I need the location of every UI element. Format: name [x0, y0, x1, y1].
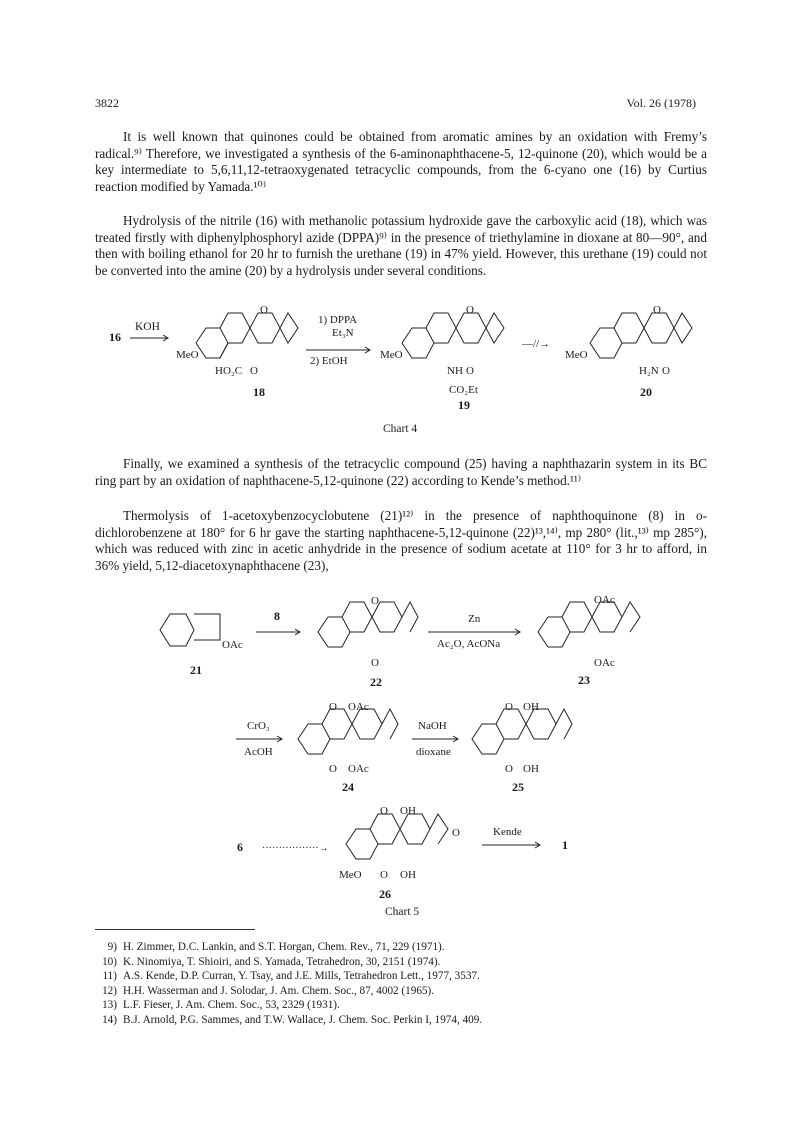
c18-meo: MeO	[176, 349, 199, 361]
footnote-rule	[95, 929, 255, 930]
c18-o-bottom: O	[250, 365, 258, 377]
naoh-label: NaOH	[418, 720, 447, 732]
compound-16-label: 16	[109, 330, 121, 344]
compound-23-label: 23	[578, 673, 590, 687]
compound-6-label: 6	[237, 840, 243, 854]
references	[95, 940, 735, 1027]
c22-o-bottom: O	[371, 657, 379, 669]
compound-18-label: 18	[253, 385, 265, 399]
reference-item: 10) K. Ninomiya, T. Shioiri, and S. Yamada, Tetrahedron, 30, 2151 (1974).	[102, 955, 441, 968]
c18-ho2c: HO₂C	[215, 365, 243, 377]
c24-o-bottom: O	[329, 763, 337, 775]
cro3-label: CrO₃	[247, 720, 270, 732]
compound-22-structure	[318, 602, 418, 647]
compound-23-structure	[538, 602, 640, 647]
blocked-arrow: —//→	[522, 338, 551, 350]
dotted-arrow: ·················→	[262, 843, 329, 854]
paragraph-2: Hydrolysis of the nitrile (16) with methanolic potassium hydroxide gave the carboxylic acid (18), which was treated firstly with diphenylphosphoryl azide (DPPA)⁹⁾ in the presence of triethylamine in dioxane at 80—90°, and then with boiling ethanol for 20 hr to furnish the urethane (19) in 47% yield. However, this urethane (19) could not be converted into the amine (20) by a hydrolysis under several conditions.	[95, 213, 707, 278]
c24-o-top: O	[329, 701, 337, 713]
c19-o-bottom: O	[466, 365, 474, 377]
dioxane-label: dioxane	[416, 746, 451, 758]
c24-oac-top: OAc	[348, 701, 369, 713]
c25-oh-top: OH	[523, 701, 539, 713]
c26-oh-top: OH	[400, 805, 416, 817]
c19-meo: MeO	[380, 349, 403, 361]
reference-item: 11) A.S. Kende, D.P. Curran, Y. Tsay, and J.E. Mills, Tetrahedron Lett., 1977, 3537.	[102, 970, 480, 982]
chart-5-caption: Chart 5	[385, 906, 420, 918]
zn-label: Zn	[468, 613, 481, 625]
c19-nh: NH	[447, 365, 463, 377]
reference-item: 13) L.F. Fieser, J. Am. Chem. Soc., 53, 2329 (1931).	[102, 999, 340, 1011]
c20-o-top: O	[653, 304, 661, 316]
c23-oac-bottom: OAc	[594, 657, 615, 669]
c18-o-top: O	[260, 304, 268, 316]
c22-o-top: O	[371, 595, 379, 607]
c20-o-bottom: O	[662, 365, 670, 377]
compound-20-label: 20	[640, 385, 652, 399]
c19-co2et: CO₂Et	[449, 384, 478, 396]
compound-21-label: 21	[190, 663, 202, 677]
c19-o-top: O	[466, 304, 474, 316]
c25-o-top: O	[505, 701, 513, 713]
c26-oh-bottom: OH	[400, 869, 416, 881]
c26-o-bottom: O	[380, 869, 388, 881]
paragraph-3: Finally, we examined a synthesis of the tetracyclic compound (25) having a naphthazarin system in its BC ring part by an oxidation of naphthacene-5,12-quinone (22) according to Kende’s method.¹¹⁾	[95, 456, 707, 488]
compound-24-structure	[298, 709, 398, 754]
journal-volume: Vol. 26 (1978)	[626, 96, 696, 110]
chart-4-caption: Chart 4	[383, 423, 418, 435]
compound-24-label: 24	[342, 780, 354, 794]
compound-25-structure	[472, 709, 572, 754]
acoh-label: AcOH	[244, 746, 273, 758]
step1-label: 1) DPPA	[318, 314, 358, 326]
c25-o-bottom: O	[505, 763, 513, 775]
reference-item: 9) H. Zimmer, D.C. Lankin, and S.T. Horgan, Chem. Rev., 71, 229 (1971).	[107, 941, 445, 953]
compound-19-label: 19	[458, 398, 470, 412]
compound-26-label: 26	[379, 887, 391, 901]
kende-label: Kende	[493, 826, 522, 838]
c20-meo: MeO	[565, 349, 588, 361]
c26-meo: MeO	[339, 869, 362, 881]
step1b-label: Et₃N	[332, 327, 354, 339]
c26-o-ketone: O	[452, 827, 460, 839]
paragraph-1: It is well known that quinones could be obtained from aromatic amines by an oxidation with Fremy’s radical.⁹⁾ Therefore, we investigated a synthesis of the 6-aminonaphthacene-5, 12-quinone (20), which would be a key intermediate to 5,6,11,12-tetraoxygenated tetracyclic compounds, from the 6-cyano one (16) by Curtius reaction modified by Yamada.¹⁰⁾	[95, 129, 707, 194]
c25-oh-bottom: OH	[523, 763, 539, 775]
reference-item: 12) H.H. Wasserman and J. Solodar, J. Am. Chem. Soc., 87, 4002 (1965).	[102, 984, 435, 997]
product-1-label: 1	[562, 838, 568, 852]
compound-25-label: 25	[512, 780, 524, 794]
page-number: 3822	[95, 96, 119, 110]
step2-label: 2) EtOH	[310, 355, 348, 367]
reference-item: 14) B.J. Arnold, P.G. Sammes, and T.W. Wallace, J. Chem. Soc. Perkin I, 1974, 409.	[102, 1013, 483, 1026]
paragraph-4: Thermolysis of 1-acetoxybenzocyclobutene (21)¹²⁾ in the presence of naphthoquinone (8) in o-dichlorobenzene at 180° for 6 hr gave the starting naphthacene-5,12-quinone (22)¹³,¹⁴⁾, mp 280° (lit.,¹³⁾ mp 285°), which was reduced with zinc in acetic anhydride in the presence of sodium acetate at 110° for 3 hr to afford, in 36% yield, 5,12-diacetoxynaphthacene (23),	[95, 508, 707, 573]
compound-26-structure	[346, 814, 448, 859]
c26-o-top: O	[380, 805, 388, 817]
c21-oac: OAc	[222, 639, 243, 651]
reagent-8-label: 8	[274, 609, 280, 623]
c23-oac-top: OAc	[594, 594, 615, 606]
c20-h2n: H₂N	[639, 365, 659, 377]
ac2o-label: Ac₂O, AcONa	[437, 638, 501, 650]
compound-22-label: 22	[370, 675, 382, 689]
koh-label: KOH	[135, 321, 160, 333]
compound-21-structure	[160, 614, 220, 646]
c24-oac-bottom: OAc	[348, 763, 369, 775]
